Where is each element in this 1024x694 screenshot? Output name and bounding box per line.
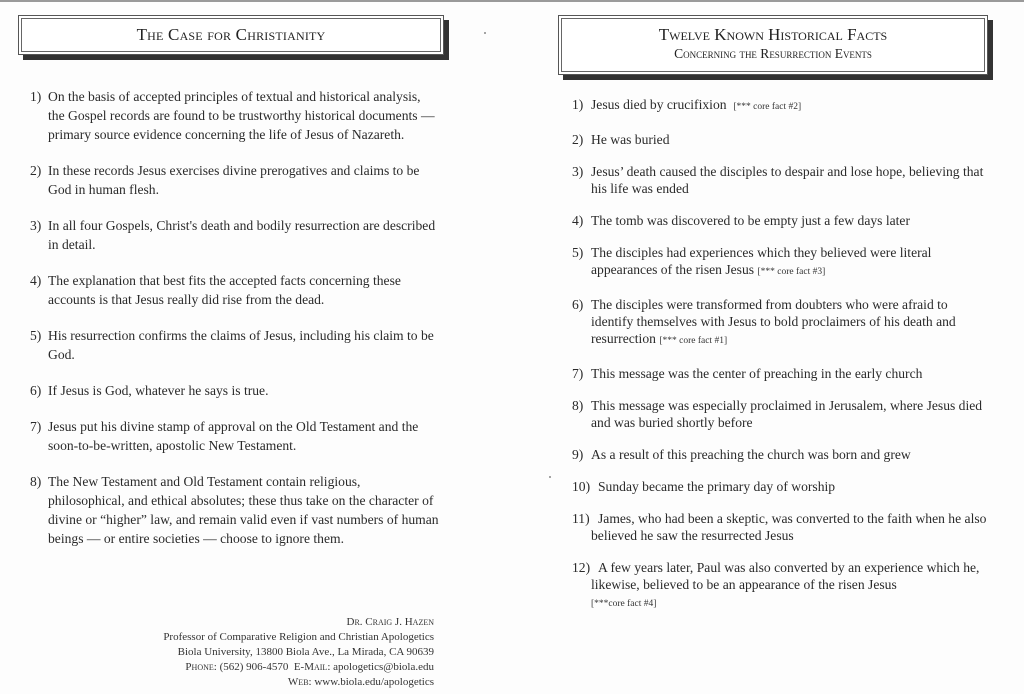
item-text: As a result of this preaching the church was born and grew [591, 447, 911, 462]
list-item [572, 365, 992, 382]
item-number: 5) [30, 328, 42, 343]
list-item [572, 510, 992, 544]
item-number: 7) [572, 366, 584, 381]
item-number: 5) [572, 245, 584, 260]
item-text: The New Testament and Old Testament contain religious, philosophical, and ethical absolutes; these thus take on the character of divine or “higher” law, and remain valid even if vast numbers of human beings — or entire societies — choose to ignore them. [48, 474, 439, 546]
left-title-box [18, 15, 444, 55]
item-text: A few years later, Paul was also converted by an experience which he, likewise, believed to be an appearance of the risen Jesus [591, 560, 980, 592]
item-number: 4) [572, 213, 584, 228]
list-item [572, 446, 992, 463]
web-label: Web: [287, 676, 312, 688]
author-address: Biola University, 13800 Biola Ave., La Mirada, CA 90639 [177, 646, 434, 658]
item-number: 1) [30, 89, 42, 104]
item-number: 9) [572, 447, 584, 462]
item-text: Jesus’ death caused the disciples to despair and lose hope, believing that his life was ended [591, 164, 984, 196]
item-text: This message was especially proclaimed in Jerusalem, where Jesus died and was buried shortly before [591, 398, 983, 430]
case-list [30, 87, 440, 565]
left-title: The Case for Christianity [136, 25, 326, 44]
item-number: 6) [572, 297, 584, 312]
list-item [30, 326, 440, 364]
item-number: 3) [30, 218, 42, 233]
item-text: In these records Jesus exercises divine prerogatives and claims to be God in human flesh. [48, 163, 420, 197]
list-item [572, 244, 992, 281]
list-item [30, 271, 440, 309]
item-text: This message was the center of preaching in the early church [591, 366, 923, 381]
item-number: 1) [572, 97, 584, 112]
core-fact-note: [***core fact #4] [591, 599, 657, 609]
list-item [572, 96, 992, 116]
item-text: In all four Gospels, Christ's death and bodily resurrection are described in detail. [48, 218, 436, 252]
core-fact-note: [*** core fact #2] [733, 102, 802, 112]
item-number: 6) [30, 383, 42, 398]
list-item [572, 163, 992, 197]
item-text: Jesus put his divine stamp of approval on the Old Testament and the soon-to-be-written, apostolic New Testament. [48, 419, 419, 453]
item-number: 2) [30, 163, 42, 178]
phone-number: (562) 906-4570 [219, 661, 289, 673]
item-text: The tomb was discovered to be empty just a few days later [591, 213, 910, 228]
email-label: E-Mail: [293, 661, 331, 673]
item-number: 12) [572, 560, 591, 575]
item-number: 4) [30, 273, 42, 288]
item-text: If Jesus is God, whatever he says is true. [48, 383, 269, 398]
email-address: apologetics@biola.edu [333, 661, 434, 673]
author-name: Dr. Craig J. Hazen [346, 616, 434, 628]
phone-label: Phone: [185, 661, 217, 673]
item-text: His resurrection confirms the claims of Jesus, including his claim to be God. [48, 328, 434, 362]
item-number: 7) [30, 419, 42, 434]
item-number: 8) [30, 474, 42, 489]
list-item [572, 296, 992, 350]
list-item [30, 417, 440, 455]
web-address: www.biola.edu/apologetics [314, 676, 434, 688]
list-item [572, 559, 992, 613]
author-web [163, 675, 434, 690]
item-text: Sunday became the primary day of worship [598, 479, 836, 494]
right-title: Twelve Known Historical Facts [658, 25, 888, 44]
list-item [30, 472, 440, 548]
core-fact-note: [*** core fact #3] [757, 267, 826, 277]
scan-top-edge [0, 0, 1024, 2]
item-text: The disciples had experiences which they believed were literal appearances of the risen Jesus [591, 245, 932, 277]
item-text: The explanation that best fits the accepted facts concerning these accounts is that Jesus really did rise from the dead. [48, 273, 401, 307]
list-item [30, 87, 440, 144]
author-position: Professor of Comparative Religion and Christian Apologetics [163, 631, 434, 643]
scan-speck [484, 32, 486, 34]
item-text: He was buried [591, 132, 670, 147]
list-item [30, 161, 440, 199]
item-number: 10) [572, 479, 591, 494]
list-item [30, 381, 440, 400]
item-text: Jesus died by crucifixion [591, 97, 727, 112]
list-item [572, 212, 992, 229]
author-credit [163, 615, 434, 690]
facts-list [572, 96, 992, 628]
item-number: 8) [572, 398, 584, 413]
item-text: On the basis of accepted principles of textual and historical analysis, the Gospel records are found to be trustworthy historical documents — primary source evidence concerning the life of Jesus of Nazareth. [48, 89, 435, 142]
item-text: James, who had been a skeptic, was converted to the faith when he also believed he saw the resurrected Jesus [591, 511, 987, 543]
item-number: 2) [572, 132, 584, 147]
scan-speck [549, 476, 551, 478]
core-fact-note: [*** core fact #1] [659, 336, 728, 346]
item-number: 11) [572, 511, 590, 526]
item-number: 3) [572, 164, 584, 179]
item-text: The disciples were transformed from doubters who were afraid to identify themselves with Jesus to bold proclaimers of his death and resurrection [591, 297, 956, 346]
right-title-box [558, 15, 988, 75]
list-item [572, 131, 992, 148]
author-contact [163, 660, 434, 675]
list-item [30, 216, 440, 254]
list-item [572, 397, 992, 431]
right-subtitle: Concerning the Resurrection Events [674, 46, 872, 61]
list-item [572, 478, 992, 495]
